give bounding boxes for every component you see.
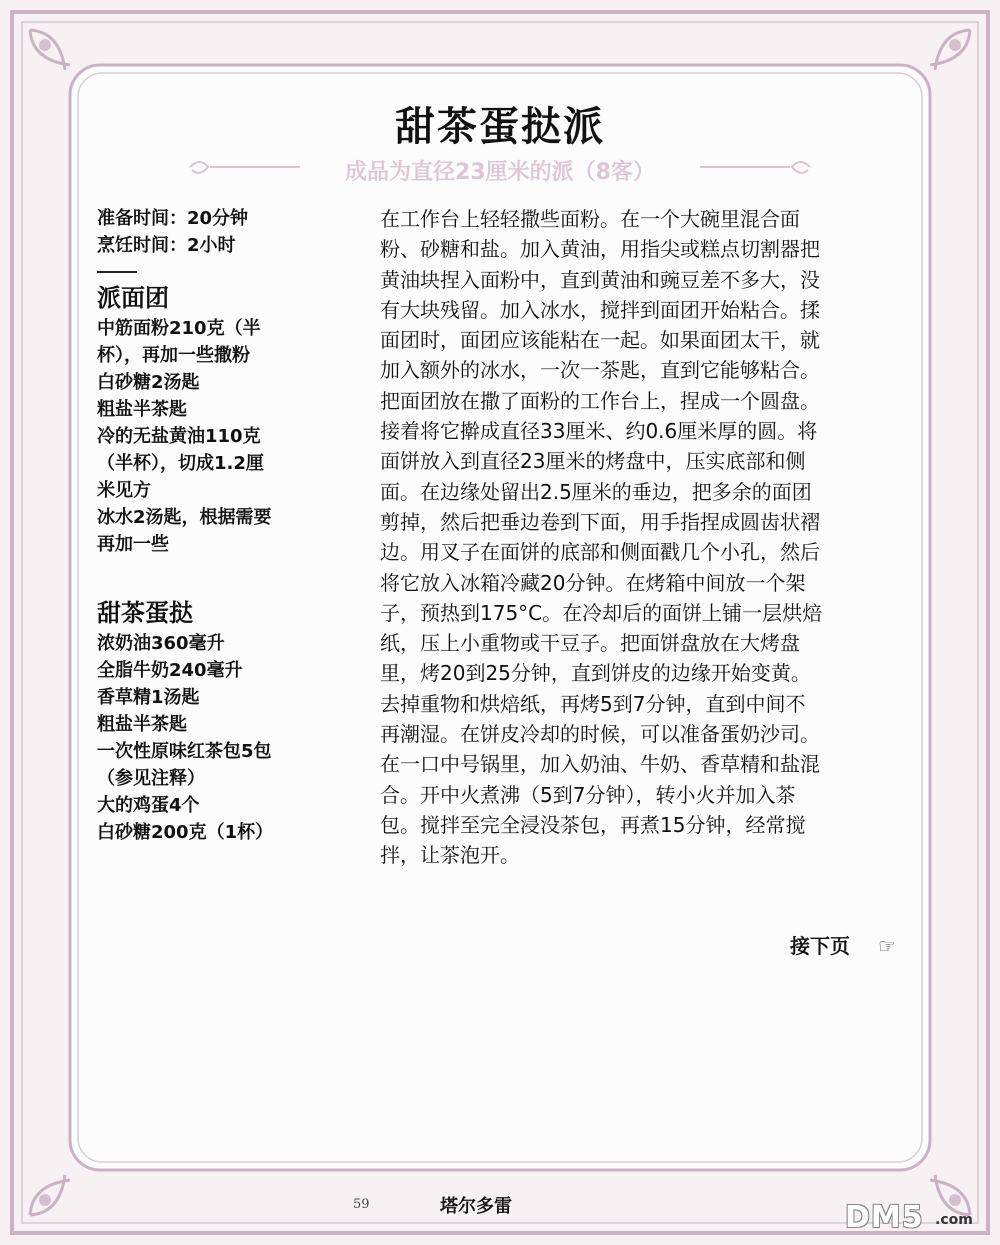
instruction-line: 面。在边缘处留出2.5厘米的垂边，把多余的面团 (380, 479, 812, 504)
ingredient-line: 冷的无盐黄油110克 (97, 426, 261, 447)
instruction-line: 里，烤20到25分钟，直到饼皮的边缘开始变黄。 (380, 661, 811, 686)
ingredients-column (97, 205, 357, 846)
instruction-line: 有大块残留。加入冰水，搅拌到面团开始粘合。揉 (380, 297, 820, 322)
divider (97, 271, 137, 273)
recipe-yield: 成品为直径23厘米的派（8客） (345, 160, 655, 185)
ingredient-line: （参见注释） (97, 768, 205, 789)
book-title: 塔尔多雷 (440, 1196, 512, 1217)
page-number: 59 (353, 1197, 370, 1212)
watermark-suffix: .com (935, 1212, 973, 1228)
ingredient-line: 冰水2汤匙，根据需要 (97, 507, 272, 528)
instruction-line: 子，预热到175°C。在冷却后的面饼上铺一层烘焙 (380, 600, 823, 625)
instruction-line: 拌，让茶泡开。 (380, 843, 520, 868)
instruction-line: 面团时，面团应该能粘在一起。如果面团太干，就 (380, 328, 820, 353)
ingredient-line: 杯），再加一些撒粉 (97, 345, 250, 366)
instruction-line: 包。搅拌至完全浸没茶包，再煮15分钟，经常搅 (380, 812, 806, 837)
instruction-line: 接着将它擀成直径33厘米、约0.6厘米厚的圆。将 (380, 419, 818, 444)
ingredient-line: 大的鸡蛋4个 (97, 795, 200, 816)
instruction-line: 去掉重物和烘焙纸，再烤5到7分钟，直到中间不 (380, 691, 806, 716)
ingredient-line: 粗盐半茶匙 (97, 714, 187, 735)
ingredient-line: 米见方 (97, 480, 151, 501)
ingredient-line: 再加一些 (97, 534, 169, 555)
instruction-line: 在一口中号锅里，加入奶油、牛奶、香草精和盐混 (380, 752, 820, 777)
instruction-line: 加入额外的冰水，一次一茶匙，直到它能够粘合。 (380, 358, 820, 383)
instruction-line: 面饼放入到直径23厘米的烤盘中，压实底部和侧 (380, 449, 806, 474)
subtitle-row (180, 150, 820, 190)
ingredient-line: （半杯），切成1.2厘 (97, 453, 264, 474)
custard-heading: 甜茶蛋挞 (97, 599, 193, 627)
continue-label: 接下页 (790, 934, 850, 958)
instruction-line: 剪掉，然后把垂边卷到下面，用手指捏成圆齿状褶 (380, 509, 820, 534)
ingredient-line: 浓奶油360毫升 (97, 633, 225, 654)
ingredient-line: 白砂糖200克（1杯） (97, 822, 274, 843)
instruction-line: 黄油块捏入面粉中，直到黄油和豌豆差不多大，没 (380, 267, 820, 292)
ingredient-line: 香草精1汤匙 (97, 687, 200, 708)
instruction-line: 再潮湿。在饼皮冷却的时候，可以准备蛋奶沙司。 (380, 722, 820, 747)
ingredient-line: 一次性原味红茶包5包 (97, 741, 272, 762)
watermark-logo: DM5 (845, 1200, 924, 1235)
instruction-line: 在工作台上轻轻撒些面粉。在一个大碗里混合面 (380, 207, 800, 231)
ingredient-line: 粗盐半茶匙 (97, 399, 187, 420)
instruction-line: 把面团放在撒了面粉的工作台上，捏成一个圆盘。 (380, 388, 820, 413)
crust-heading: 派面团 (97, 284, 169, 312)
instructions-column (380, 204, 910, 871)
recipe-title: 甜茶蛋挞派 (395, 104, 605, 150)
ingredient-line: 中筋面粉210克（半 (97, 318, 261, 339)
instruction-line: 边。用叉子在面饼的底部和侧面戳几个小孔，然后 (380, 540, 820, 565)
prep-time: 准备时间：20分钟 (97, 208, 249, 229)
section-gap (97, 558, 357, 594)
ingredient-line: 全脂牛奶240毫升 (97, 660, 243, 681)
instruction-line: 将它放入冰箱冷藏20分钟。在烤箱中间放一个架 (380, 570, 806, 595)
instruction-line: 纸，压上小重物或干豆子。把面饼盘放在大烤盘 (380, 631, 800, 656)
pointing-hand-icon: ☞ (878, 934, 896, 958)
ingredient-line: 白砂糖2汤匙 (97, 372, 200, 393)
instruction-line: 合。开中火煮沸（5到7分钟），转小火并加入茶 (380, 782, 796, 807)
instruction-line: 粉、砂糖和盐。加入黄油，用指尖或糕点切割器把 (380, 237, 820, 262)
cook-time: 烹饪时间：2小时 (97, 235, 236, 256)
